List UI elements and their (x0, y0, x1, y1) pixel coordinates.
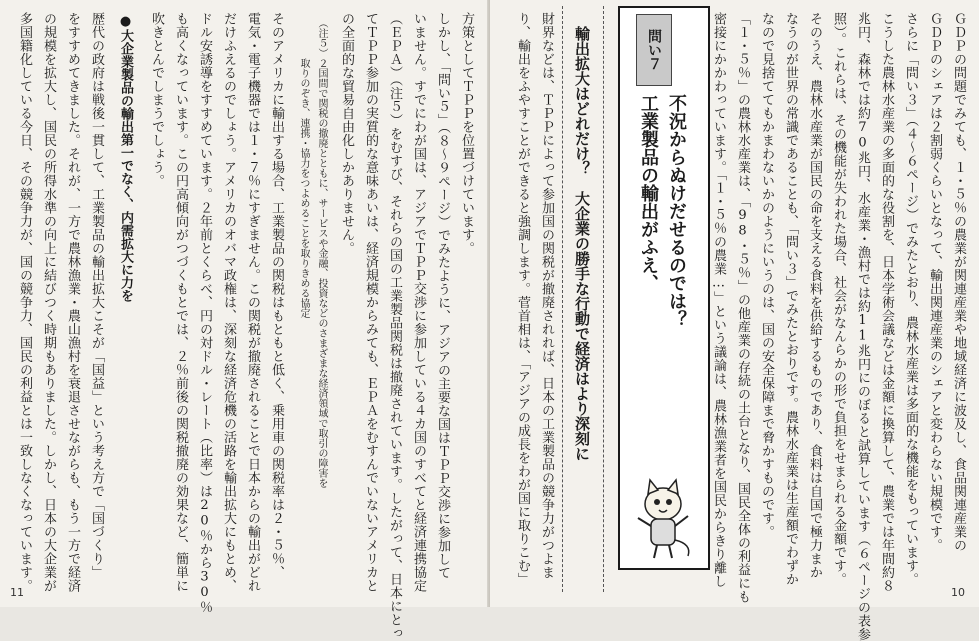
footnote-line: （注５）２国間で関税の撤廃とともに、サービスや金融、投資などのさまざまな経済領域で取引の障害を (316, 18, 327, 488)
body-line: だけふえるのでしょう。アメリカのオバマ政権は、深刻な経済危機の活路を輸出拡大にもとめ、 (221, 12, 236, 593)
subheading-box (562, 6, 604, 592)
question-label: 問い７ (636, 14, 672, 86)
body-line: の規模を拡大し、国民の所得水準の向上に結びつく時期もありました。しかし、日本の大企業が (41, 12, 56, 593)
body-line: てＴＰＰ参加の実質的な意味あいは、経済規模からみても、ＥＰＡをむすんでいないアメリカと (363, 12, 378, 593)
body-line: 「１・５％」の農林水産業は、「98・５％」の他産業の存続の土台となり、国民全体の利益にも (735, 12, 750, 604)
body-line: り、輸出をふやすことができると強調します。菅首相は、「アジアの成長をわが国に取りこむ」 (515, 12, 530, 586)
body-line: 密接にかかわっています。「１・５％の農業…」という議論は、農林漁業者を国民からきり離し (711, 12, 726, 588)
page-number: 10 (951, 586, 965, 599)
body-line: さらに「問い３」（４〜６ページ）でみたとおり、農林水産業は多面的な機能をもっています。 (903, 12, 918, 586)
body-line: しかし、「問い５」（８〜９ページ）でみたように、アジアの主要な国はＴＰＰ交渉に参加して (435, 12, 450, 580)
body-line: いません。すでにわが国は、アジアでＴＰＰ交渉に参加している４カ国のすべてと経済連携協定 (411, 12, 426, 593)
body-line: も高くなっています。この円高傾向がつづくもとでは、２％前後の関税撤廃の効果など、簡単に (173, 12, 188, 593)
body-line: 方策としてＴＰＰを位置づけています。 (459, 12, 474, 255)
body-line: 照）。これらは、その機能が失われた場合、社会がなんらかの形で負担をせまられる金額です。 (831, 12, 846, 586)
body-line: の全面的な貿易自由化しかありません。 (339, 12, 354, 255)
body-line: そのアメリカに輸出する場合、工業製品の関税はもともと低く、乗用車の関税率は２・５％、 (269, 12, 284, 579)
body-line: ドル安誘導をすすめています。２年前とくらべ、円の対ドル・レート（比率）は20％から30％ (197, 12, 212, 614)
footnote-line: 取りのぞき、連携・協力をつよめることを取りきめる協定 (298, 18, 309, 318)
section-heading: ●大企業製品の輸出第一でなく、内需拡大に力を (118, 14, 133, 302)
body-line: なので見捨ててもかまわないかのようにいうのは、国の安全保障まで脅かすものです。 (759, 12, 774, 539)
body-line: こうした農林水産業の多面的な役割を、日本学術会議などは金額に換算して、農業では年間約８ (879, 12, 894, 593)
body-line: をすすめてきました。それが、一方で農林漁業・農山漁村を衰退させながらも、もう一方で経済 (65, 12, 80, 593)
left-page (0, 0, 489, 640)
question-headline-box (618, 6, 710, 570)
body-line: 兆円、森林では約70兆円、水産業・漁村では約11兆円にのぼると試算しています（６ページの表参 (855, 12, 870, 641)
body-line: 歴代の政府は戦後一貫して、工業製品の輸出拡大こそが「国益」という考え方で「国づくり」 (89, 12, 104, 579)
body-line: 吹きとんでしまうでしょう。 (149, 12, 164, 188)
headline-line: 工業製品の輸出がふえ、 (638, 94, 659, 292)
body-line: そのうえ、農林水産業が国民の命を支える食料を供給するものであり、食料は自国で極力まか (807, 12, 822, 579)
body-line: ＧＤＰの問題でみても、１・５％の農業が関連産業や地域経済に波及し、食品関連産業の (951, 12, 966, 552)
body-line: なうのが世界の常識であることも、「問い３」でみたとおりです。農林水産業は生産額でわずか (783, 12, 798, 586)
headline-line: 不況からぬけだせるのでは？ (666, 94, 687, 328)
cat-mascot-illustration (626, 474, 700, 562)
body-line: 多国籍化している今日、その競争力が、国の競争力、国民の利益とは一致しなくなっています。 (17, 12, 32, 593)
body-line: ＧＤＰのシェアは２割弱くらいとなって、輸出関連産業のシェアと変わらない規模です。 (927, 12, 942, 552)
body-line: 電気・電子機器では１・７％にすぎません。この関税が撤廃されることで日本からの輸出がどれ (245, 12, 260, 593)
subheading: 輸出拡大はどれだけ？ 大企業の勝手な行動で経済はより深刻に (573, 26, 591, 461)
page-number: 11 (10, 586, 24, 599)
body-line: 財界などは、ＴＰＰによって参加国の関税が撤廃されれば、日本の工業製品の競争力がつよま (539, 12, 554, 579)
body-line: （ＥＰＡ）（注５）をむすび、それらの国の工業製品関税は撤廃されています。したがって、日本にとっ (387, 12, 402, 640)
